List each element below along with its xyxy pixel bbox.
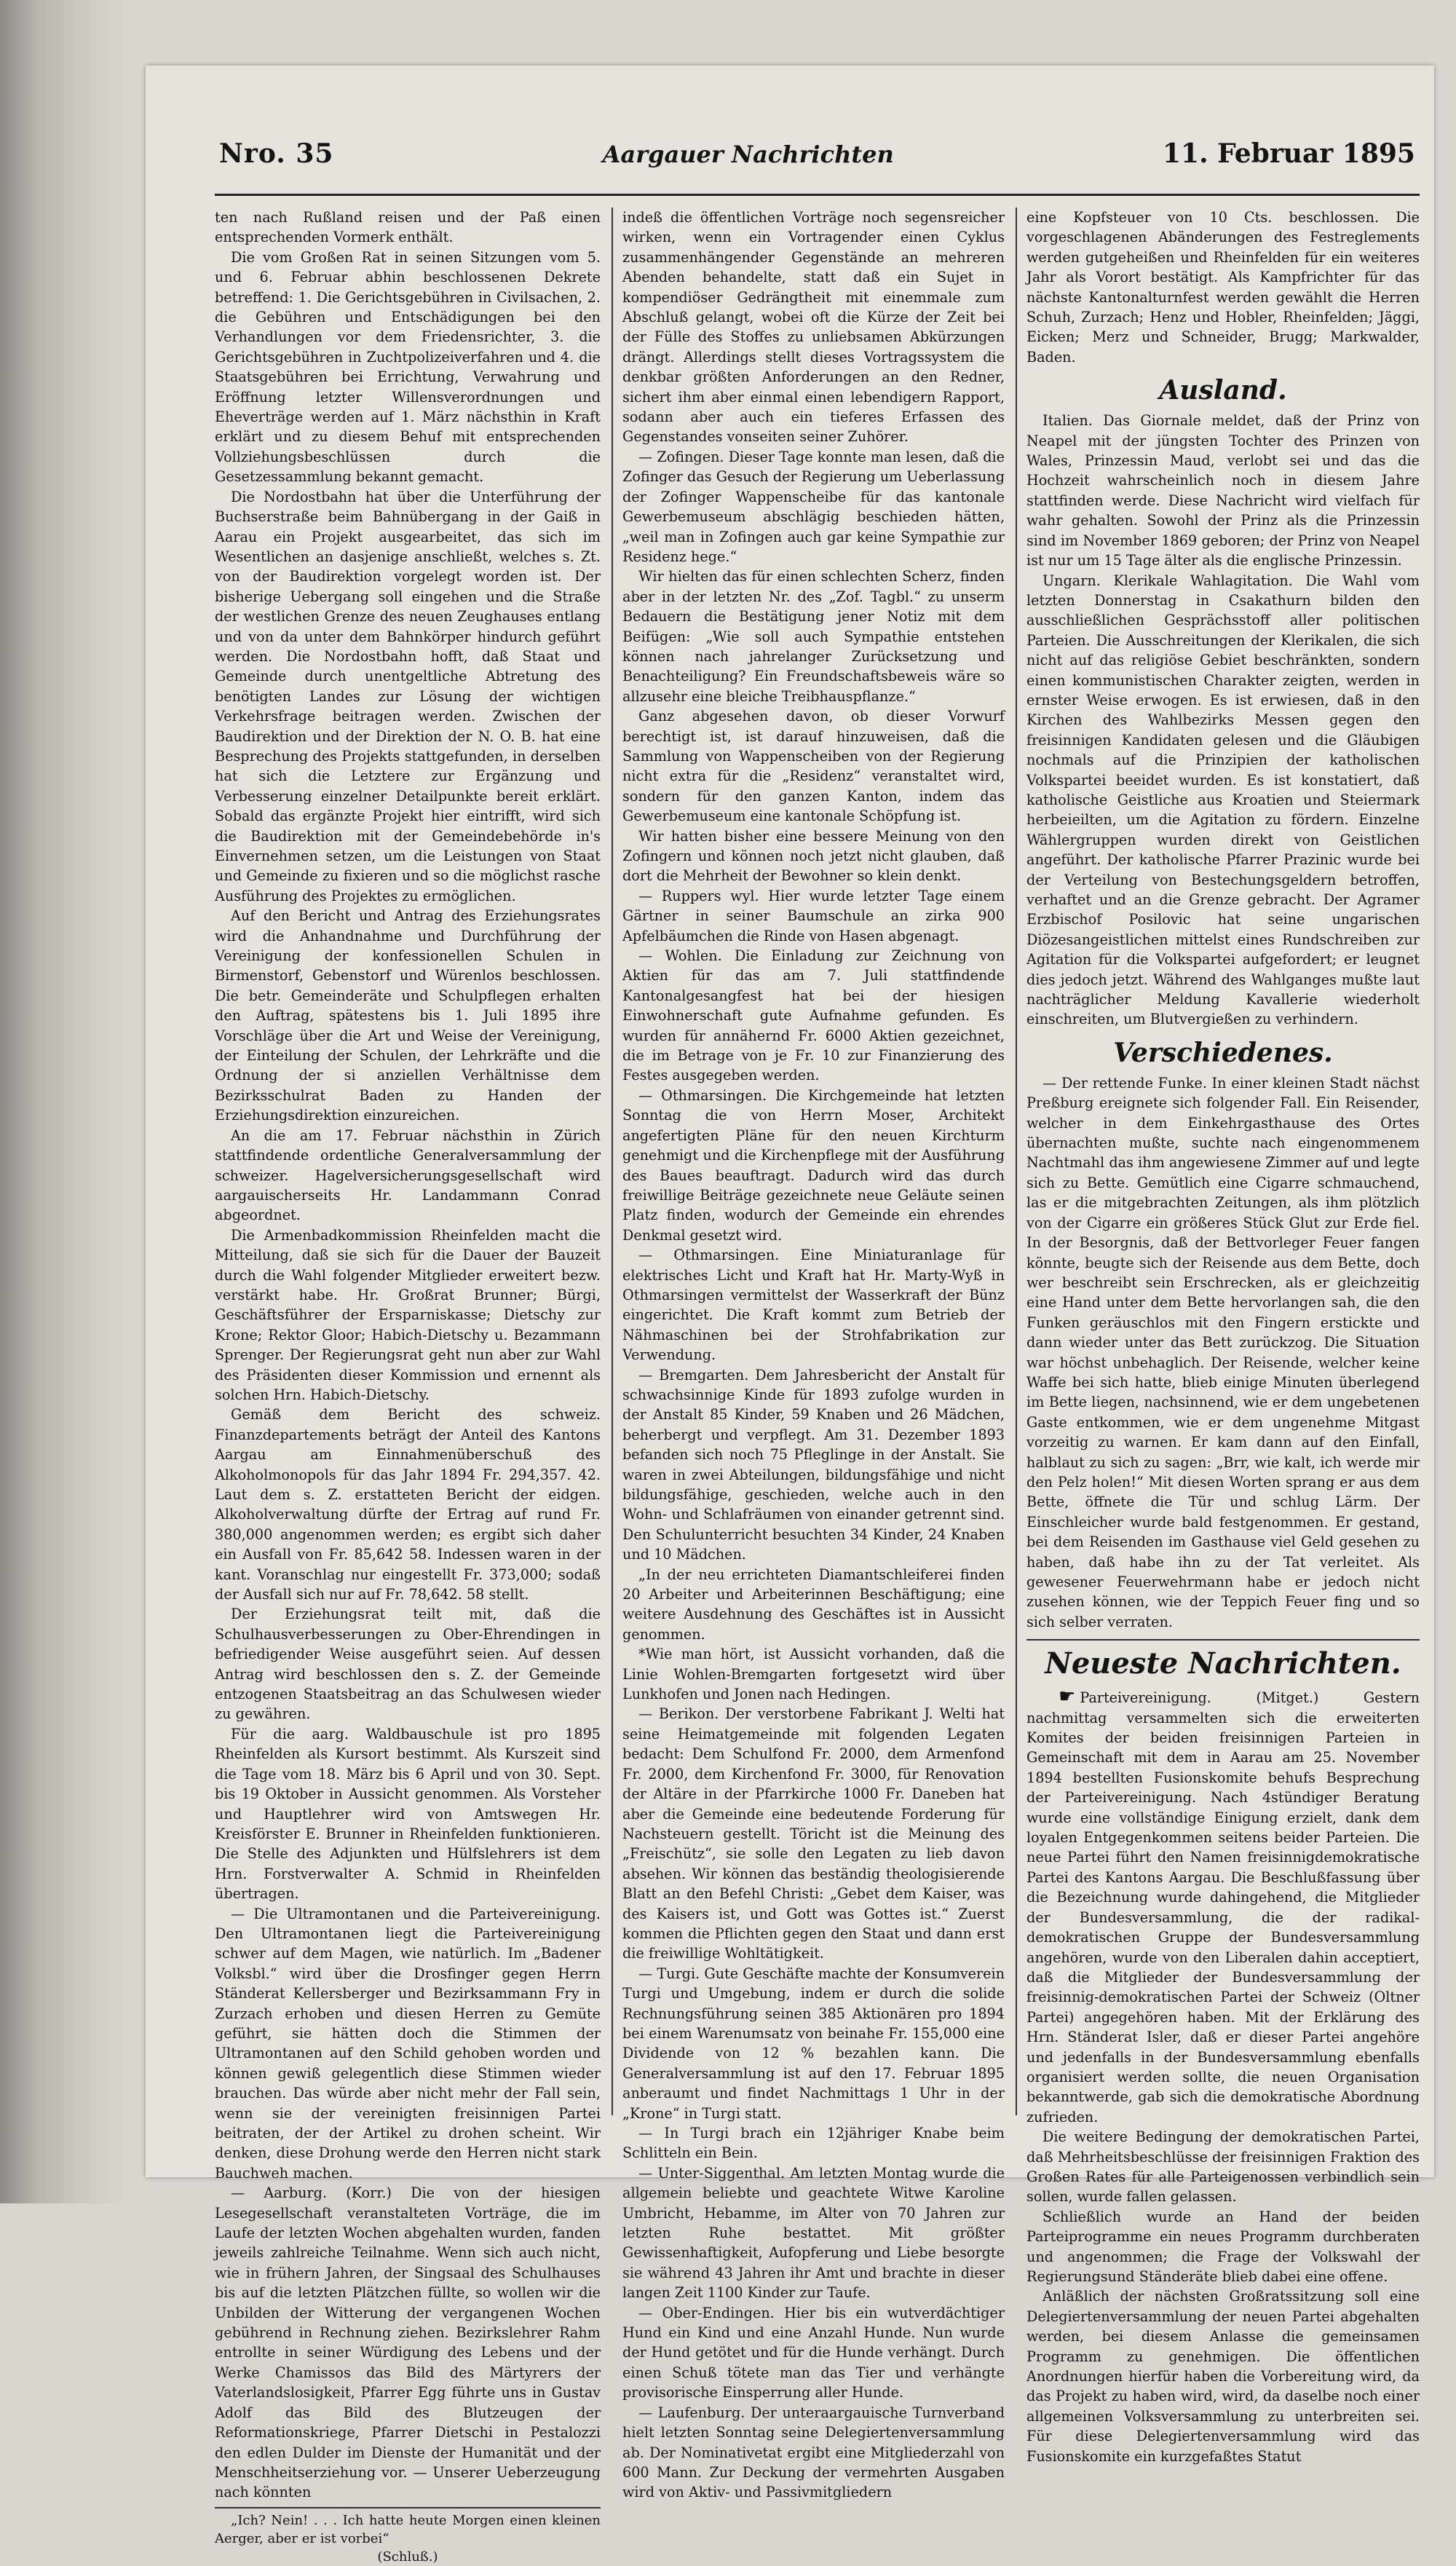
article-paragraph: — Wohlen. Die Einladung zur Zeichnung von Aktien für das am 7. Juli stattfindende Kantonalgesangfest hat bei der hiesigen Einwohnerschaft gute Aufnahme gefunden. Es wurden für annähernd Fr. 6000 Aktien gezeichnet, die im Betrage von je Fr. 10 zur Finanzierung des Festes ausgegeben werden.: [622, 947, 1005, 1084]
article-paragraph: — Bremgarten. Dem Jahresbericht der Anstalt für schwachsinnige Kinde für 1893 zufolge wurden in der Anstalt 85 Kinder, 59 Knaben und 26 Mädchen, beherbergt und verpflegt. Am 31. Dezember 1893 befanden sich noch 75 Pfleglinge in der Anstalt. Sie waren in zwei Abteilungen, bildungsfähige und nicht bildungsfähige, geschieden, welche auch in den Wohn- und Schlafräumen von einander getrennt sind. Den Schulunterricht besuchten 34 Kinder, 24 Knaben und 10 Mädchen.: [622, 1366, 1005, 1563]
footnote-text: „Ich? Nein! . . . Ich hatte heute Morgen einen kleinen Aerger, aber er ist vorbei“: [215, 2512, 601, 2546]
newspaper-title: Aargauer Nachrichten: [602, 141, 894, 168]
article-paragraph: [1026, 1687, 1420, 2127]
column-3: [1026, 208, 1420, 2465]
article-paragraph: Anläßlich der nächsten Großratssitzung soll eine Delegiertenversammlung der neuen Partei abgehalten werden, bei diesem Anlasse die gemeinsamen Programm zu genehmigen. Die öffentlichen Anordnungen hierfür haben die Vorbereitung wird, da das Projekt zu haben wird, wird, da daselbe noch einer allgemeinen Volksversammlung zu unterbreiten sei. Für diese Delegiertenversammlung wird das Fusionskomite ein kurzgefaßtes Statut: [1026, 2288, 1420, 2465]
article-paragraph: Italien. Das Giornale meldet, daß der Prinz von Neapel mit der jüngsten Tochter des Prinzen von Wales, Prinzessin Maud, verlobt sei und das die Hochzeit wahrscheinlich noch in diesem Jahre stattfinden werde. Diese Nachricht wird vielfach für wahr gehalten. Sowohl der Prinz als die Prinzessin sind im November 1869 geboren; der Prinz von Neapel ist nur um 15 Tage älter als die englische Prinzessin.: [1026, 412, 1420, 569]
article-paragraph: Die weitere Bedingung der demokratischen Partei, daß Mehrheitsbeschlüsse der freisinnigen Fraktion des Großen Rates für alle Parteigenossen verbindlich sein sollen, wurde fallen gelassen.: [1026, 2128, 1420, 2206]
column-rule-1: [612, 208, 613, 2115]
article-paragraph: indeß die öffentlichen Vorträge noch segensreicher wirken, wenn ein Vortragender einen Cyklus zusammenhängender Gegenstände an mehreren Abenden behandelte, statt daß ein Sujet in kompendiöser Gedrängtheit mit einemmale zum Abschluß gelangt, wobei oft die Kürze der Zeit bei der Fülle des Stoffes zu unliebsamen Abkürzungen drängt. Allerdings stellt dieses Vortragssystem die denkbar größten Anforderungen an den Redner, sichert ihm aber einmal einen lebendigern Rapport, sodann aber auch ein tieferes Erfassen des Gegenstandes vonseiten seiner Zuhörer.: [622, 209, 1005, 446]
column-2: [622, 208, 1005, 2501]
issue-date: 11. Februar 1895: [1162, 138, 1415, 169]
footnote-sign: (Schluß.): [377, 2549, 438, 2565]
article-paragraph: eine Kopfsteuer von 10 Cts. beschlossen. Die vorgeschlagenen Abänderungen des Festreglements werden gutgeheißen und Rheinfelden für ein weiteres Jahr als Vorort bestätigt. Als Kampfrichter für das nächste Kantonalturnfest werden gewählt die Herren Schuh, Zurzach; Henz und Hobler, Rheinfelden; Jäggi, Eicken; Merz und Schneider, Brugg; Markwalder, Baden.: [1026, 209, 1420, 366]
article-paragraph: — Der rettende Funke. In einer kleinen Stadt nächst Preßburg ereignete sich folgender Fall. Ein Reisender, welcher in dem Einkehrgasthause des Ortes übernachten mußte, suchte nach eingenommenem Nachtmahl das ihm angewiesene Zimmer auf und legte sich zu Bette. Gemütlich eine Cigarre schmauchend, las er die mitgebrachten Zeitungen, als ihm plötzlich von der Cigarre ein größeres Stück Glut zur Erde fiel. In der Besorgnis, daß der Bettvorleger Feuer fangen könnte, beugte sich der Reisende aus dem Bette, doch wer beschreibt sein Erschrecken, als er gleichzeitig eine Hand unter dem Bette hervorlangen sah, die den Funken geräuschlos mit den Fingern erstickte und dann wieder unter das Bett zurückzog. Die Situation war höchst unbehaglich. Der Reisende, welcher keine Waffe bei sich hatte, blieb einige Minuten überlegend im Bette liegen, nachsinnend, wie er dem ungebetenen Gaste entkommen, wie er dem ungenehme Mitgast vorzeitig zu warnen. Er kam dann auf den Einfall, halblaut zu sich zu sagen: „Brr, wie kalt, ich werde mir den Pelz holen!“ Mit diesen Worten sprang er aus dem Bette, öffnete die Tür und schlug Lärm. Der Einschleicher wurde bald festgenommen. Er gestand, bei dem Reisenden im Gasthause viel Geld gesehen zu haben, daß habe ihn zu der Tat verleitet. Als gewesener Feuerwehrmann habe er jedoch nicht zusehen können, wie der Teppich Feuer fing und so sich selber verraten.: [1026, 1074, 1420, 1630]
section-heading-ausland: Ausland.: [1159, 375, 1287, 406]
feuilleton-footnote: [215, 2507, 601, 2566]
article-paragraph: ten nach Rußland reisen und der Paß einen entsprechenden Vormerk enthält.: [215, 209, 601, 246]
article-paragraph: — Zofingen. Dieser Tage konnte man lesen, daß die Zofinger das Gesuch der Regierung um Ueberlassung der Zofinger Wappenscheibe für das kantonale Gewerbemuseum abschlägig beschieden hätten, „weil man in Zofingen auch gar keine Sympathie zur Residenz hege.“: [622, 448, 1005, 565]
issue-number: Nro. 35: [219, 138, 334, 169]
article-paragraph: — Berikon. Der verstorbene Fabrikant J. Welti hat seine Heimatgemeinde mit folgenden Legaten bedacht: Dem Schulfond Fr. 2000, dem Armenfond Fr. 2000, dem Kirchenfond Fr. 3000, für Renovation der Altäre in der Pfarrkirche 1000 Fr. Daneben hat aber die Gemeinde eine bedeutende Forderung für Nachsteuern gestellt. Töricht ist die Meinung des „Freischütz“, sie solle den Legaten zu lieb davon absehen. Wir können das beständig theologisierende Blatt an den Befehl Christi: „Gebet dem Kaiser, was des Kaisers ist, und Gott was Gottes ist.“ Zuerst kommen die Pflichten gegen den Staat und dann erst die freiwillige Wohltätigkeit.: [622, 1705, 1005, 1962]
article-paragraph: Die Nordostbahn hat über die Unterführung der Buchserstraße beim Bahnübergang in der Gaiß in Aarau ein Projekt ausgearbeitet, das sich im Wesentlichen an dasjenige anschließt, welches s. Zt. von der Baudirektion vorgelegt worden ist. Der bisherige Uebergang soll eingehen und die Straße der westlichen Grenze des neuen Zeughauses entlang und von da unter dem Bahnkörper hindurch geführt werden. Die Nordostbahn hofft, daß Staat und Gemeinde durch unentgeltliche Abtretung des benötigten Landes zur Lösung der wichtigen Verkehrsfrage beitragen werden. Zwischen der Baudirektion und der Direktion der N. O. B. hat eine Besprechung des Projekts stattgefunden, in derselben hat sich die Letztere zur Ergänzung und Verbesserung einzelner Detailpunkte bereit erklärt. Sobald das ergänzte Projekt hier eintrifft, wird sich die Baudirektion mit der Gemeindebehörde in's Einvernehmen setzen, um die Leistungen von Staat und Gemeinde zu fixieren und so die möglichst rasche Ausführung des Projektes zu ermöglichen.: [215, 488, 601, 904]
article-paragraph: Ganz abgesehen davon, ob dieser Vorwurf berechtigt ist, ist darauf hinzuweisen, daß die Sammlung von Wappenscheiben von der Regierung nicht extra für die „Residenz“ veranstaltet wird, sondern für den ganzen Kanton, indem das Gewerbemuseum eine kantonale Schöpfung ist.: [622, 708, 1005, 825]
article-paragraph: Der Erziehungsrat teilt mit, daß die Schulhausverbesserungen zu Ober-Ehrendingen in befriedigender Weise ausgeführt seien. Auf dessen Antrag wird beschlossen den s. Z. der Gemeinde entzogenen Staatsbeitrag an das Schulwesen wieder zu gewähren.: [215, 1606, 601, 1723]
article-paragraph: — Ober-Endingen. Hier bis ein wutverdächtiger Hund ein Kind und eine Anzahl Hunde. Nun wurde der Hund getötet und für die Hunde verhängt. Durch einen Schuß tötete man das Tier und verhängte provisorische Einsperrung aller Hunde.: [622, 2304, 1005, 2401]
article-paragraph: „In der neu errichteten Diamantschleiferei finden 20 Arbeiter und Arbeiterinnen Beschäftigung; eine weitere Ausdehnung des Geschäftes ist in Aussicht genommen.: [622, 1566, 1005, 1643]
article-paragraph: *Wie man hört, ist Aussicht vorhanden, daß die Linie Wohlen-Bremgarten fortgesetzt wird über Lunkhofen und Jonen nach Hedingen.: [622, 1646, 1005, 1703]
article-paragraph: — Turgi. Gute Geschäfte machte der Konsumverein Turgi und Umgebung, indem er durch die solide Rechnungsführung seinen 385 Aktionären pro 1894 bei einem Warenumsatz von beinahe Fr. 155,000 eine Dividende von 12 % bezahlen kann. Die Generalversammlung ist auf den 17. Februar 1895 anberaumt und findet Nachmittags 1 Uhr in der „Krone“ in Turgi statt.: [622, 1965, 1005, 2122]
pointing-hand-icon: ☛: [1059, 1686, 1076, 1708]
article-paragraph: Ungarn. Klerikale Wahlagitation. Die Wahl vom letzten Donnerstag in Csakathurn bilden den ausschließlichen Gesprächsstoff aller politischen Parteien. Die Ausschreitungen der Klerikalen, die sich nicht auf das religiöse Gebiet beschränkten, sondern einen kommunistischen Charakter zeigten, werden in ernster Weise erwogen. Es ist erwiesen, daß in den Kirchen des Wahlbezirks Messen gegen den freisinnigen Kandidaten gelesen und die Gläubigen nochmals auf die Prinzipien der katholischen Volkspartei beeidet wurden. Es ist konstatiert, daß katholische Geistliche aus Kroatien und Steiermark herbeieilten, um die Agitation zu fördern. Einzelne Wählergruppen wurden direkt von Geistlichen angeführt. Der katholische Pfarrer Prazinic wurde bei der Verteilung von Bestechungsgeldern betroffen, verhaftet und an die Grenze gebracht. Der Agramer Erzbischof Posilovic hat seine ungarischen Diözesangeistlichen mittelst eines Rundschreiben zur Agitation für die Volkspartei aufgefordert; er leugnet dies jedoch jetzt. Während des Wahlganges mußte laut nachträglicher Meldung Kavallerie wiederholt einschreiten, um Blutvergießen zu verhindern.: [1026, 572, 1420, 1028]
article-paragraph: Für die aarg. Waldbauschule ist pro 1895 Rheinfelden als Kursort bestimmt. Als Kurszeit sind die Tage vom 18. März bis 6 April und von 30. Sept. bis 19 Oktober in Aussicht genommen. Als Vorsteher und Hauptlehrer wird von Amtswegen Hr. Kreisförster E. Brunner in Rheinfelden funktionieren. Die Stelle des Adjunkten und Hülfslehrers ist dem Hrn. Forstverwalter A. Schmid in Rheinfelden übertragen.: [215, 1725, 601, 1903]
section-heading-neueste-nachrichten: Neueste Nachrichten.: [1026, 1639, 1420, 1683]
article-paragraph: — Laufenburg. Der unteraargauische Turnverband hielt letzten Sonntag seine Delegiertenversammlung ab. Der Nominativetat ergibt eine Mitgliederzahl von 600 Mann. Zur Deckung der vermehrten Ausgaben wird von Aktiv- und Passivmitgliedern: [622, 2404, 1005, 2501]
article-paragraph: Auf den Bericht und Antrag des Erziehungsrates wird die Anhandnahme und Durchführung der Vereinigung der konfessionellen Schulen in Birmenstorf, Gebenstorf und Würenlos beschlossen. Die betr. Gemeinderäte und Schulpflegen erhalten den Auftrag, spätestens bis 1. Juli 1895 ihre Vorschläge über die Art und Weise der Vereinigung, der Einteilung der Schulen, der Lehrkräfte und die Ordnung der si anziellen Verhältnisse dem Bezirksschulrat Baden zu Handen der Erziehungsdirektion einzureichen.: [215, 907, 601, 1124]
article-paragraph: Die Armenbadkommission Rheinfelden macht die Mitteilung, daß sie sich für die Dauer der Bauzeit durch die Wahl folgender Mitglieder erweitert bezw. verstärkt habe. Hr. Großrat Brunner; Bürgi, Geschäftsführer der Ersparniskasse; Dietschy zur Krone; Rektor Gloor; Habich-Dietschy u. Bezammann Sprenger. Der Regierungsrat geht nun aber zur Wahl des Präsidenten dieser Kommission und ernennt als solchen Hrn. Habich-Dietschy.: [215, 1226, 601, 1403]
article-paragraph: An die am 17. Februar nächsthin in Zürich stattfindende ordentliche Generalversammlung der schweizer. Hagelversicherungsgesellschaft wird aargauischerseits Hr. Landammann Conrad abgeordnet.: [215, 1126, 601, 1224]
article-paragraph: Gemäß dem Bericht des schweiz. Finanzdepartements beträgt der Anteil des Kantons Aargau am Einnahmenüberschuß des Alkoholmonopols für das Jahr 1894 Fr. 294,357. 42. Laut dem s. Z. erstatteten Bericht der eidgen. Alkoholverwaltung dürfte der Ertrag auf rund Fr. 380,000 angenommen werden; es ergibt sich daher ein Ausfall von Fr. 85,642 58. Indessen waren in der kant. Voranschlag nur eingestellt Fr. 373,000; sodaß der Ausfall sich nur auf Fr. 78,642. 58 stellt.: [215, 1406, 601, 1603]
column-rule-2: [1016, 208, 1017, 2115]
article-paragraph: Wir hatten bisher eine bessere Meinung von den Zofingern und können noch jetzt nicht glauben, daß dort die Mehrheit der Bewohner so klein denkt.: [622, 827, 1005, 885]
article-paragraph: — Othmarsingen. Die Kirchgemeinde hat letzten Sonntag die von Herrn Moser, Architekt angefertigten Pläne für den neuen Kirchturm genehmigt und die Kirchenpflege mit der Ausführung des Baues beauftragt. Dadurch wird das durch freiwillige Beiträge gezeichnete neue Geläute seinen Platz finden, wodurch der Gemeinde ein ehrendes Denkmal gesetzt wird.: [622, 1086, 1005, 1244]
article-paragraph: — Unter-Siggenthal. Am letzten Montag wurde die allgemein beliebte und geachtete Witwe Karoline Umbricht, Hebamme, im Alter von 70 Jahren zur letzten Ruhe bestattet. Mit größter Gewissenhaftigkeit, Aufopferung und Liebe besorgte sie während 43 Jahren ihr Amt und brachte in dieser langen Zeit 1100 Kinder zur Taufe.: [622, 2164, 1005, 2302]
lead-text: Parteivereinigung. (Mitget.) Gestern nachmittag versammelten sich die erweiterten Komites der beiden freisinnigen Parteien in Gemeinschaft mit dem in Aarau am 25. November 1894 bestellten Fusionskomite behufs Besprechung der Parteivereinigung. Nach 4stündiger Beratung wurde eine vollständige Einigung erzielt, dank dem loyalen Entgegenkommen seitens beider Parteien. Die neue Partei führt den Namen freisinnigdemokratische Partei des Kantons Aargau. Die Beschlußfassung über die Bezeichnung wurde dahingehend, die Mitglieder der Bundesversammlung, die der radikal-demokratischen Gruppe der Bundesversammlung angehören, wurde von den Liberalen dahin acceptiert, daß die Mitglieder der Bundesversammlung der freisinnig-demokratischen Partei der Schweiz (Oltner Partei) angegehören haben. Mit der Erklärung des Hrn. Ständerat Isler, daß er dieser Partei angehöre und jedenfalls in der Bundesversammlung ebenfalls organisiert werden sollte, die neuen Organisation bekanntwerde, gab sich die demokratische Abordnung zufrieden.: [1026, 1689, 1420, 2125]
article-paragraph: Schließlich wurde an Hand der beiden Parteiprogramme ein neues Programm durchberaten und angenommen; die Frage der Volkswahl der Regierungsund Ständeräte blieb dabei eine offene.: [1026, 2208, 1420, 2285]
article-paragraph: — Othmarsingen. Eine Miniaturanlage für elektrisches Licht und Kraft hat Hr. Marty-Wyß in Othmarsingen vermittelst der Wasserkraft der Bünz eingerichtet. Die Kraft kommt zum Betrieb der Nähmaschinen bei der Strohfabrikation zur Verwendung.: [622, 1247, 1005, 1364]
article-paragraph: — Ruppers wyl. Hier wurde letzter Tage einem Gärtner in seiner Baumschule an zirka 900 Apfelbäumchen die Rinde von Hasen abgenagt.: [622, 887, 1005, 944]
column-1: [215, 208, 601, 2565]
article-paragraph: — In Turgi brach ein 12jähriger Knabe beim Schlitteln ein Bein.: [622, 2125, 1005, 2162]
scan-binding-edge: [0, 0, 127, 2203]
article-paragraph: Die vom Großen Rat in seinen Sitzungen vom 5. und 6. Februar abhin beschlossenen Dekrete betreffend: 1. Die Gerichtsgebühren in Civilsachen, 2. die Gebühren und Entschädigungen bei den Verhandlungen vor dem Friedensrichter, 3. die Gerichtsgebühren in Zuchtpolizeiverfahren und 4. die Staatsgebühren bei Errichtung, Verwahrung und Eröffnung letzter Willensverordnungen und Eheverträge werden auf 1. März nächsthin in Kraft erklärt und zu diesem Behuf mit entsprechenden Vollziehungsbeschlüssen durch die Gesetzessammlung bekannt gemacht.: [215, 248, 601, 486]
article-paragraph: — Die Ultramontanen und die Parteivereinigung. Den Ultramontanen liegt die Parteivereinigung schwer auf dem Magen, wie natürlich. Im „Badener Volksbl.“ wird über die Drosfinger gegen Herrn Ständerat Kellersberger und Bezirksammann Fry in Zurzach erhoben und diesen Herren zu Gemüte geführt, sie hätten doch die Stimmen der Ultramontanen auf den Schild gehoben worden und können gewiß gelegentlich diese Stimmen wieder brauchen. Das würde aber nicht mehr der Fall sein, wenn sie der vereinigten freisinnigen Partei beitraten, der der Artikel zu drohen scheint. Wir denken, diese Drohung werde den Herren nicht stark Bauchweh machen.: [215, 1905, 601, 2182]
masthead: [215, 138, 1420, 196]
article-paragraph: — Aarburg. (Korr.) Die von der hiesigen Lesegesellschaft veranstalteten Vorträge, die im Laufe der letzten Wochen abgehalten wurden, fanden jeweils zahlreiche Teilnahme. Wenn sich auch nicht, wie in frühern Jahren, der Singsaal des Schulhauses bis auf die letzten Plätzchen füllte, so wollen wir die Unbilden der Witterung der vergangenen Wochen gebührend in Rechnung ziehen. Bezirkslehrer Rahm entrollte in seiner Würdigung des Lebens und der Werke Chamissos das Bild des Märtyrers der Vaterlandslosigkeit, Pfarrer Egg führte uns in Gustav Adolf das Bild des Blutzeugen der Reformationskriege, Pfarrer Dietschi in Pestalozzi den edlen Dulder im Dienste der Humanität und der Menschheitserziehung vor. — Unserer Ueberzeugung nach könnten: [215, 2184, 601, 2501]
newspaper-page: [146, 66, 1434, 2565]
article-paragraph: Wir hielten das für einen schlechten Scherz, finden aber in der letzten Nr. des „Zof. Tagbl.“ zu unserm Bedauern die Bestätigung jener Notiz mit dem Beifügen: „Wie soll auch Sympathie entstehen können nach jahrelanger Zurücksetzung und Benachteiligung? Ein Freundschaftsbeweis wäre so allzusehr eine bleiche Treibhauspflanze.“: [622, 568, 1005, 705]
section-heading-verschiedenes: Verschiedenes.: [1113, 1037, 1333, 1068]
